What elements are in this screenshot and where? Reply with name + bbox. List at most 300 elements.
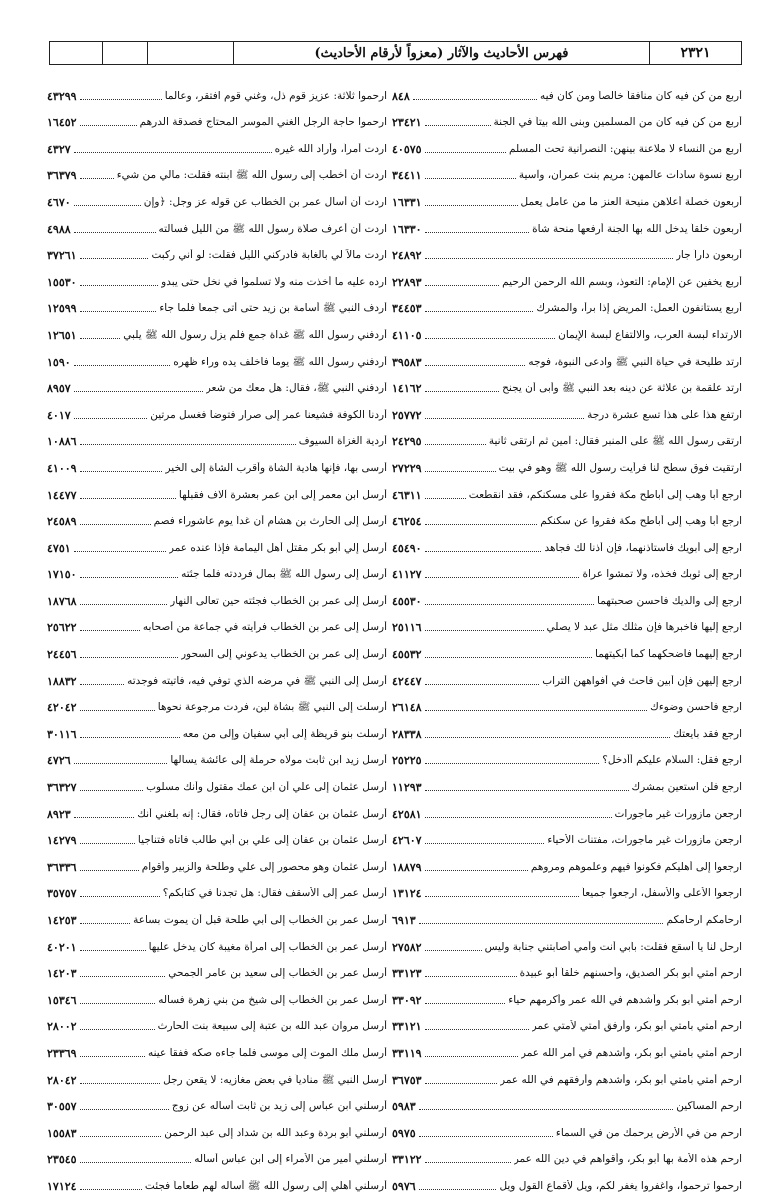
entry-text: أرسل إلى الحارث بن هشام أن غداً يوم عاشوراء فصم	[153, 515, 387, 528]
entry-text: ارجع إلى والديك فأحسن صحبتهما	[597, 594, 742, 607]
dot-leader	[425, 418, 585, 419]
index-entry	[392, 1168, 742, 1195]
hadith-number: ٤٥٥٣٠	[392, 594, 422, 608]
dot-leader	[80, 444, 296, 445]
hadith-number: ٣٩٥٨٣	[392, 355, 422, 369]
index-entry	[47, 238, 387, 265]
entry-text: أرسل إلى رسول الله ﷺ بمال فرددته فلما جئته	[181, 568, 387, 581]
entry-text: ارتد طليحة في حياة النبي ﷺ وادعى النبوة، فوجه	[528, 355, 742, 368]
entry-text: أردنا الكوفة فشيعنا عمر إلى صرار فتوضأ فغسل مرتين	[150, 408, 387, 421]
hadith-number: ٢٨٠٠٢	[47, 1020, 77, 1034]
dot-leader	[425, 391, 500, 392]
hadith-number: ٣٥٧٥٧	[47, 887, 77, 901]
index-entry	[392, 450, 742, 477]
dot-leader	[425, 152, 506, 153]
entry-text: ارتقى رسول الله ﷺ على المنبر فقال: آمين ثم ارتقى ثانية	[488, 435, 742, 448]
index-entry	[392, 876, 742, 903]
hadith-number: ٢٢٨٩٣	[392, 275, 422, 289]
entry-text: أرسل عثمان وهو محصور إلى علي وطلحة والزبير وأقوام	[141, 860, 387, 873]
entry-text: أرسل عمر بن الخطاب إلى شيخ من بني زهرة فسأله	[158, 993, 387, 1006]
dot-leader	[80, 896, 160, 897]
hadith-number: ٤٧٥١	[47, 541, 71, 555]
entry-text: ارحم أمتي بأمتي أبو بكر، وأشدهم في أمر الله عمر	[520, 1046, 742, 1059]
header-empty-cell	[102, 42, 147, 64]
dot-leader	[80, 258, 149, 259]
index-entry	[392, 823, 742, 850]
hadith-number: ٣٧٢٦١	[47, 249, 77, 263]
hadith-number: ٢٤٤٥٦	[47, 648, 77, 662]
entry-text: ارجعن مأزورات غير مأجورات، مفتنات الأحياء	[547, 834, 742, 847]
dot-leader	[425, 1162, 511, 1163]
dot-leader	[425, 1003, 506, 1004]
entry-text: أرسل عمر بن الخطاب إلى امرأة مغيبة كان يدخل عليها	[148, 940, 387, 953]
dot-leader	[80, 1162, 192, 1163]
index-entry	[47, 450, 387, 477]
entry-text: أربع من النساء لا ملاعنة بينهن: النصرانية تحت المسلم	[508, 142, 742, 155]
hadith-number: ٦٩١٣	[392, 914, 416, 927]
hadith-number: ٣٣١١٩	[392, 1046, 422, 1060]
index-entry	[392, 929, 742, 956]
dot-leader	[74, 551, 166, 552]
dot-leader	[80, 471, 163, 472]
hadith-number: ٤٧٢٦	[47, 754, 71, 768]
index-entry	[47, 796, 387, 823]
index-entry	[47, 902, 387, 929]
index-entry	[392, 291, 742, 318]
entry-text: اردت أن أخطب إلى رسول الله ﷺ ابنته فقلت: مالي من شيء	[116, 169, 387, 182]
index-entry	[392, 264, 742, 291]
dot-leader	[425, 896, 580, 897]
index-entry	[392, 663, 742, 690]
index-entry	[392, 982, 742, 1009]
entry-text: ارجع إليها فأخبرها فإن مثلك مثل عبد لا يصلي	[546, 621, 742, 634]
entry-text: أربع يستأنفون العمل: المريض إذا برأ، والمشرك	[536, 302, 742, 315]
dot-leader	[425, 1029, 529, 1030]
hadith-number: ١٨٨٧٩	[392, 860, 422, 874]
entry-text: ارحموا ثلاثة: عزيز قوم ذل، وغني قوم افتقر، وعالماً	[164, 89, 387, 102]
hadith-number: ١٧١٥٠	[47, 568, 77, 582]
index-entry	[47, 982, 387, 1009]
hadith-number: ١٤١٦٢	[392, 382, 422, 396]
entry-text: ارجع إليهن فإن أبين فاحث في أفواههن التراب	[542, 674, 742, 687]
index-entry	[392, 902, 742, 929]
entry-text: أربعون خصلة أعلاهن منيحة العنز ما من عامل يعمل	[520, 195, 742, 208]
hadith-number: ٨٩٢٣	[47, 807, 71, 821]
hadith-number: ٤٠١٧	[47, 408, 71, 422]
index-entry	[47, 131, 387, 158]
header-empty-cell	[147, 42, 233, 64]
entry-text: أرسل ملك الموت إلى موسى فلما جاءه صكه ففقأ عينه	[148, 1046, 387, 1059]
index-entry	[47, 690, 387, 717]
index-entry	[392, 131, 742, 158]
dot-leader	[74, 232, 156, 233]
entry-text: ارحم المساكين	[676, 1100, 742, 1113]
entry-text: ارجع إلى ثوبك فخذه، ولا تمشوا عراة	[582, 568, 742, 581]
dot-leader	[425, 684, 540, 685]
hadith-number: ٤٩٨٨	[47, 222, 71, 236]
entry-text: أردفني النبي ﷺ، فقال: هل معك من شعر	[205, 382, 387, 395]
dot-leader	[80, 311, 157, 312]
dot-leader	[80, 737, 180, 738]
hadith-number: ٤٦٧٠	[47, 195, 71, 209]
hadith-number: ١٦٣٣٠	[392, 222, 422, 236]
index-entry	[392, 504, 742, 531]
dot-leader	[425, 657, 592, 658]
entry-text: أربع من كن فيه كان من المسلمين وبنى الله بيتاً في الجنة	[493, 116, 742, 129]
index-entry	[392, 796, 742, 823]
entry-text: أرسل عثمان بن عفان إلى رجل فأتاه، فقال: إنه بلغني أنك	[137, 807, 387, 820]
hadith-number: ٢٨٣٣٨	[392, 727, 422, 741]
hadith-number: ٤٢٥٨١	[392, 807, 422, 821]
entry-text: أرسل إلى عمر بن الخطاب يدعوني إلى السحور	[180, 648, 387, 661]
entry-text: ارحموا حاجة الرجل الغني الموسر المحتاج فصدقة الدرهم	[139, 116, 387, 129]
hadith-number: ١٨٧٦٨	[47, 594, 77, 608]
index-entry	[392, 610, 742, 637]
hadith-number: ٤٣٢٩٩	[47, 89, 77, 103]
index-entry	[47, 264, 387, 291]
hadith-number: ١٥٥٨٣	[47, 1126, 77, 1140]
dot-leader	[74, 763, 168, 764]
index-entry	[47, 876, 387, 903]
hadith-number: ١٢٦٥١	[47, 328, 77, 342]
hadith-number: ٤١٠٠٩	[47, 461, 77, 475]
index-entry	[392, 317, 742, 344]
hadith-number: ١٤٢٠٣	[47, 967, 77, 981]
hadith-number: ٣٤٤١١	[392, 169, 422, 183]
dot-leader	[74, 365, 171, 366]
index-entry	[392, 557, 742, 584]
dot-leader	[74, 205, 141, 206]
dot-leader	[80, 923, 131, 924]
dot-leader	[80, 790, 144, 791]
hadith-number: ٤٥٤٩٠	[392, 541, 422, 555]
index-entry	[392, 690, 742, 717]
hadith-number: ٤٥٥٣٢	[392, 648, 422, 662]
hadith-number: ٢٧٥٨٢	[392, 940, 422, 954]
entry-text: أربعون خلقاً يدخل الله بها الجنة أرفعها منحة شاة	[532, 222, 742, 235]
hadith-number: ١٠٨٨٦	[47, 435, 77, 449]
dot-leader	[425, 790, 629, 791]
dot-leader	[80, 178, 114, 179]
entry-text: ارجعن مأزورات غير مأجورات	[614, 807, 742, 820]
index-entry	[392, 1115, 742, 1142]
entry-text: ارحم أمتي بأمتي أبو بكر، وأرفق أمتي لأمتي عمر	[531, 1020, 742, 1033]
dot-leader	[425, 365, 526, 366]
hadith-number: ١٤٤٧٧	[47, 488, 77, 502]
dot-leader	[74, 817, 135, 818]
index-entry	[392, 769, 742, 796]
index-entry	[47, 929, 387, 956]
dot-leader	[425, 232, 530, 233]
hadith-number: ٢٥٦٢٢	[47, 621, 77, 635]
entry-text: أرسلني أمير من الأمراء إلى ابن عباس أسأله	[194, 1153, 387, 1166]
hadith-number: ٤١١٠٥	[392, 328, 422, 342]
dot-leader	[80, 1029, 155, 1030]
hadith-number: ١٥٩٠	[47, 355, 71, 369]
page-title: فهرس الأحاديث والآثار (معزواً لأرقام الأحاديث)	[233, 42, 649, 64]
dot-leader	[74, 391, 203, 392]
dot-leader	[80, 1109, 169, 1110]
hadith-number: ٥٩٧٦	[392, 1179, 416, 1193]
page-header	[49, 41, 742, 65]
dot-leader	[80, 498, 176, 499]
entry-text: أرسل عثمان بن عفان إلى علي بن أبي طالب فأتاه فتناجيا	[137, 834, 387, 847]
dot-leader	[80, 577, 179, 578]
hadith-number: ٣٦٧٥٣	[392, 1073, 422, 1087]
hadith-number: ٢٤٨٩٢	[392, 249, 422, 263]
index-entry	[47, 477, 387, 504]
entry-text: ارحل لنا يا أسقع فقلت: بأبي أنت وأمي أصابتني جنابة وليس	[484, 940, 742, 953]
hadith-number: ٨٩٥٧	[47, 382, 71, 396]
index-entry	[47, 636, 387, 663]
hadith-number: ٣٣١٢٣	[392, 967, 422, 981]
index-entry	[392, 1089, 742, 1116]
entry-text: ارحموا ترحموا، واغفروا يغفر لكم، ويل لأقماع القول ويل	[499, 1179, 742, 1192]
index-entry	[47, 78, 387, 105]
dot-leader	[74, 418, 148, 419]
index-entry	[392, 158, 742, 185]
index-entry	[47, 1168, 387, 1195]
hadith-number: ١١٢٩٣	[392, 781, 422, 795]
hadith-number: ٤٣٢٧	[47, 142, 71, 156]
index-entry	[47, 158, 387, 185]
hadith-number: ٤٢٦٠٧	[392, 834, 422, 848]
entry-text: أربع نسوة سادات عالمهن: مريم بنت عمران، وآسية	[518, 169, 742, 182]
index-entry	[47, 530, 387, 557]
index-entry	[47, 769, 387, 796]
hadith-number: ٤١١٢٧	[392, 568, 422, 582]
dot-leader	[80, 630, 140, 631]
hadith-number: ٢٣٥٤٥	[47, 1153, 77, 1167]
entry-text: ارحم أمتي أبو بكر الصديق، وأحسنهم خلقاً أبو عبيدة	[519, 967, 742, 980]
index-entry	[47, 1035, 387, 1062]
index-entry	[392, 743, 742, 770]
index-entry	[47, 504, 387, 531]
index-entry	[47, 105, 387, 132]
index-entry	[392, 78, 742, 105]
dot-leader	[80, 285, 159, 286]
dot-leader	[80, 1056, 145, 1057]
entry-text: أربع من كن فيه كان منافقاً خالصاً ومن كان فيه	[539, 89, 742, 102]
dot-leader	[80, 99, 162, 100]
dot-leader	[80, 1189, 142, 1190]
entry-text: ارتفع هذا على هذا تسع عشرة درجة	[587, 408, 742, 421]
index-entry	[47, 397, 387, 424]
hadith-number: ٤٠٢٠١	[47, 940, 77, 954]
dot-leader	[80, 1136, 162, 1137]
entry-text: أرسل عمر بن الخطاب إلى أبي طلحة قبل أن يموت بساعة	[133, 914, 387, 926]
index-entry	[47, 317, 387, 344]
entry-text: أرسل عمر بن الخطاب إلى سعيد بن عامر الجمحي	[168, 967, 387, 980]
dot-leader	[425, 763, 600, 764]
dot-leader	[425, 205, 518, 206]
index-entry	[392, 371, 742, 398]
index-entry	[47, 610, 387, 637]
entry-text: ارحم من في الأرض يرحمك من في السماء	[555, 1126, 742, 1139]
dot-leader	[425, 630, 544, 631]
dot-leader	[425, 710, 648, 711]
dot-leader	[425, 524, 538, 525]
entry-text: أردف النبي ﷺ أسامة بن زيد حتى أتى جمعاً فلما جاء	[159, 302, 387, 315]
entry-text: ارجعوا إلى أهليكم فكونوا فيهم وعلموهم ومروهم	[530, 860, 742, 873]
index-entry	[392, 583, 742, 610]
hadith-number: ٣٣٠٩٢	[392, 993, 422, 1007]
dot-leader	[425, 950, 482, 951]
hadith-number: ٣٣١٢٢	[392, 1153, 422, 1167]
index-entry	[392, 956, 742, 983]
index-entry	[392, 424, 742, 451]
index-entry	[392, 344, 742, 371]
hadith-number: ٢٤٥٨٩	[47, 515, 77, 529]
hadith-number: ٢٥٢٢٥	[392, 754, 422, 768]
hadith-number: ١٥٥٣٠	[47, 275, 77, 289]
hadith-number: ٣٦٣٧٩	[47, 169, 77, 183]
entry-text: أرسل إلى عمر بن الخطاب فرأيته في جماعة من أصحابه	[142, 621, 387, 634]
entry-text: أرسل زيد ابن ثابت مولاه حرملة إلى عائشة يسألها	[170, 754, 387, 767]
hadith-number: ٢٨٠٤٢	[47, 1073, 77, 1087]
hadith-number: ١٦٤٥٢	[47, 116, 77, 130]
dot-leader	[425, 285, 500, 286]
dot-leader	[425, 178, 516, 179]
entry-text: ارتقيت فوق سطح لنا فرأيت رسول الله ﷺ وهو في بيت	[498, 461, 742, 474]
dot-leader	[425, 577, 580, 578]
entry-text: ارجع أبا وهب إلى أباطح مكة فقروا عن سكنكم	[540, 515, 742, 528]
index-entry	[47, 291, 387, 318]
hadith-number: ٣٣١٢١	[392, 1020, 422, 1034]
hadith-number: ٨٤٨	[392, 89, 410, 103]
index-entry	[392, 477, 742, 504]
entry-text: اردت أن أعرف صلاة رسول الله ﷺ من الليل فسألته	[158, 222, 387, 235]
index-entry	[47, 1062, 387, 1089]
page-number: ٢٣٢١	[649, 42, 741, 64]
dot-leader	[80, 710, 155, 711]
index-entry	[392, 397, 742, 424]
dot-leader	[419, 1109, 674, 1110]
hadith-number: ٢٧٢٢٩	[392, 461, 422, 475]
index-entry	[47, 716, 387, 743]
dot-leader	[80, 950, 146, 951]
hadith-number: ٣٤٤٥٣	[392, 302, 422, 316]
hadith-number: ٣٦٣٢٧	[47, 781, 77, 795]
dot-leader	[80, 657, 178, 658]
hadith-number: ٤٢٠٤٢	[47, 701, 77, 715]
index-entry	[47, 849, 387, 876]
entry-text: اردت أمراً، وأراد الله غيره	[274, 142, 387, 155]
hadith-number: ٤٢٤٤٧	[392, 674, 422, 688]
hadith-number: ٢٤٢٩٥	[392, 435, 422, 449]
entry-text: ارجع فلن استعين بمشرك	[631, 781, 742, 794]
dot-leader	[425, 125, 491, 126]
entry-text: أرسلت بنو قريظة إلى أبي سفيان وإلى من معه	[182, 727, 387, 740]
index-entry	[392, 184, 742, 211]
entry-text: أرسل عمر إلى الأسقف فقال: هل تجدنا في كتابكم؟	[162, 887, 387, 900]
dot-leader	[425, 258, 673, 259]
hadith-number: ١٤٢٧٩	[47, 834, 77, 848]
index-entry	[47, 184, 387, 211]
entry-text: أرسى بها، فإنها هادية الشاة وأقرب الشاة إلى الخير	[165, 461, 387, 474]
index-entry	[392, 530, 742, 557]
dot-leader	[80, 843, 135, 844]
entry-text: ارجعوا الأعلى والأسفل، ارجعوا جميعاً	[582, 887, 742, 900]
dot-leader	[425, 737, 671, 738]
entry-text: ارجع إليهما فأضحكهما كما أبكيتهما	[595, 648, 742, 661]
dot-leader	[425, 604, 594, 605]
index-entry	[392, 1035, 742, 1062]
hadith-number: ١٤٢٥٣	[47, 914, 77, 927]
dot-leader	[425, 976, 517, 977]
hadith-number: ٥٩٧٥	[392, 1126, 416, 1140]
entry-text: ارجع أبا وهب إلى أباطح مكة فقروا على مسكنكم، فقد انقطعت	[468, 488, 742, 501]
index-entry	[392, 1142, 742, 1169]
hadith-number: ١٨٨٣٢	[47, 674, 77, 688]
entry-text: اردت مالاً لي بالغابة فأدركني الليل فقلت: لو أني ركبت	[151, 249, 387, 262]
dot-leader	[80, 125, 137, 126]
dot-leader	[425, 843, 545, 844]
hadith-number: ٢٦١٤٨	[392, 701, 422, 715]
dot-leader	[413, 99, 537, 100]
hadith-number: ٢٣٣٦٩	[47, 1046, 77, 1060]
index-entry	[392, 238, 742, 265]
dot-leader	[425, 338, 556, 339]
dot-leader	[80, 684, 125, 685]
index-entry	[47, 1089, 387, 1116]
entry-text: أرسل النبي ﷺ منادياً في بعض مغازيه: لا يقعن رجل	[163, 1073, 387, 1086]
index-entry	[47, 344, 387, 371]
hadith-number: ٢٣٤٢١	[392, 116, 422, 130]
dot-leader	[419, 1189, 497, 1190]
entry-text: ارحامكم ارحامكم	[666, 914, 742, 926]
entry-text: أرسلني ابن عباس إلى زيد بن ثابت أسأله عن زوج	[171, 1100, 387, 1113]
entry-text: ارجع فقل: السلام عليكم أأدخل؟	[602, 754, 742, 767]
hadith-number: ١٣١٢٤	[392, 887, 422, 901]
index-entry	[392, 105, 742, 132]
entry-text: أرسلت إلى النبي ﷺ بشاة لبن، فردت مرجوعة نحوها	[157, 701, 387, 714]
entry-text: ارحم أمتي أبو بكر وأشدهم في الله عمر وأكرمهم حياء	[508, 993, 742, 1006]
hadith-number: ٤٦٢٥٤	[392, 515, 422, 529]
hadith-number: ٥٩٨٣	[392, 1100, 416, 1114]
entry-text: أردية الغزاة السيوف	[298, 435, 387, 448]
dot-leader	[425, 551, 542, 552]
dot-leader	[419, 923, 664, 924]
index-entry	[392, 1062, 742, 1089]
hadith-number: ٢٥٧٧٢	[392, 408, 422, 422]
entry-text: أرسلني أهلي إلى رسول الله ﷺ أسأله لهم طعاماً فجئت	[144, 1179, 387, 1192]
entry-text: أردفني رسول الله ﷺ يوماً فأخلف يده وراء ظهره	[173, 355, 387, 368]
hadith-number: ٢٥١١٦	[392, 621, 422, 635]
dot-leader	[425, 471, 496, 472]
index-entry	[47, 424, 387, 451]
dot-leader	[80, 524, 151, 525]
dot-leader	[80, 1003, 156, 1004]
entry-text: أرسل ابن معمر إلى ابن عمر بعشرة آلاف فقبلها	[178, 488, 387, 501]
dot-leader	[425, 444, 486, 445]
entry-text: أرسل إلى النبي ﷺ في مرضه الذي توفي فيه، فأتيته فوجدته	[127, 674, 387, 687]
index-entry	[47, 743, 387, 770]
index-column-left	[47, 78, 387, 1193]
dot-leader	[425, 870, 528, 871]
hadith-number: ٤٦٣١١	[392, 488, 422, 502]
hadith-number: ١٦٣٣١	[392, 195, 422, 209]
dot-leader	[425, 1056, 518, 1057]
index-entry	[392, 1009, 742, 1036]
entry-text: ارتد علقمة بن علاثة عن دينه بعد النبي ﷺ وأبى أن يجنح	[502, 382, 742, 395]
index-entry	[47, 823, 387, 850]
hadith-number: ١٥٣٤٦	[47, 993, 77, 1007]
index-entry	[47, 1115, 387, 1142]
hadith-number: ٣٦٣٣٦	[47, 860, 77, 874]
entry-text: أرسل إلي أبو بكر مقتل أهل اليمامة فإذا عنده عمر	[168, 541, 387, 554]
dot-leader	[425, 311, 534, 312]
